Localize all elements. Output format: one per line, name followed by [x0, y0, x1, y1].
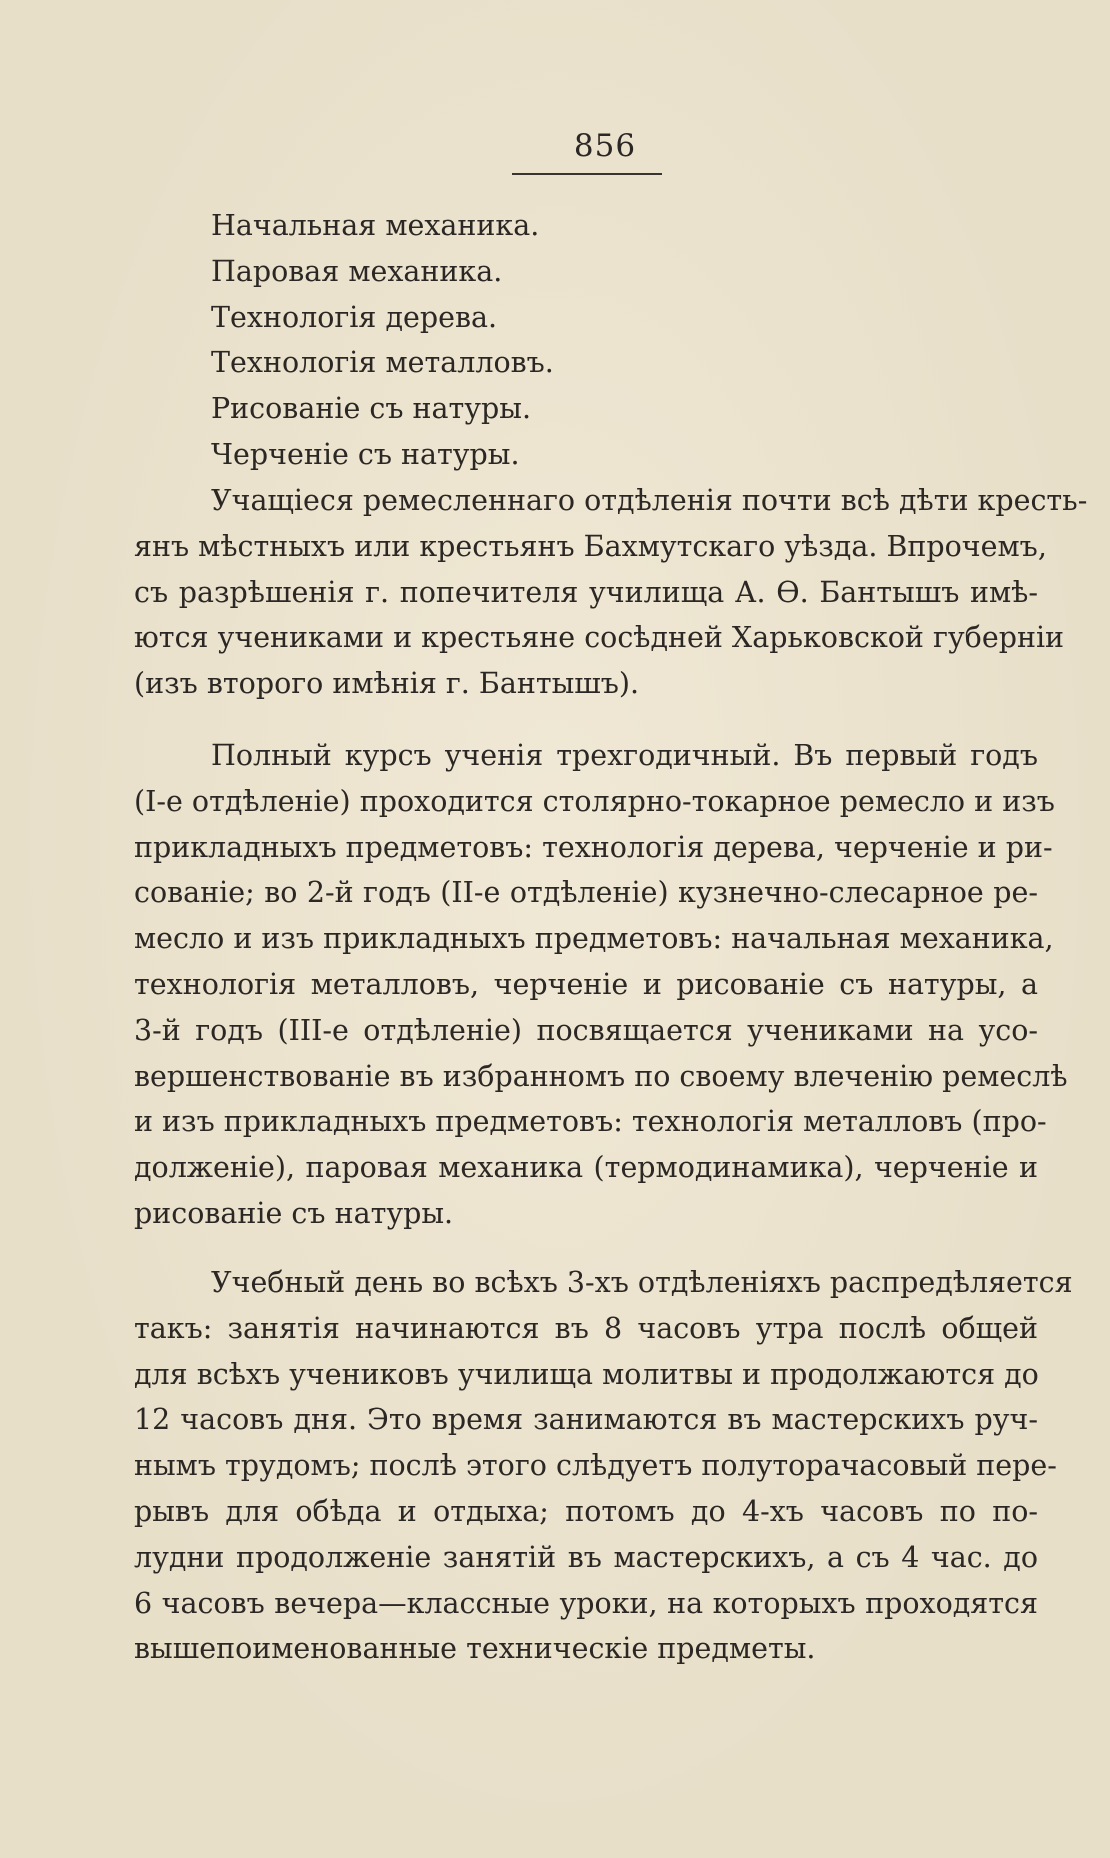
subject-item: Технологія металловъ.	[211, 346, 554, 380]
subject-item: Начальная механика.	[211, 209, 540, 242]
text-line: (I-е отдѣленіе) проходится столярно-токарное ремесло и изъ	[134, 784, 1055, 818]
text-line: прикладныхъ предметовъ: технологія дерева, черченіе и ри-	[134, 830, 1053, 864]
text-line: Учебный день во всѣхъ 3-хъ отдѣленіяхъ распредѣляется	[211, 1266, 1073, 1299]
text-line: и изъ прикладныхъ предметовъ: технологія металловъ (про-	[134, 1105, 1047, 1139]
text-line: ются учениками и крестьяне сосѣдней Харьковской губерніи	[134, 621, 1065, 655]
paragraph-course	[134, 733, 1068, 1237]
subject-list	[211, 203, 554, 478]
text-line: янъ мѣстныхъ или крестьянъ Бахмутскаго уѣзда. Впрочемъ,	[134, 529, 1047, 563]
text-line: рисованіе съ натуры.	[134, 1196, 454, 1230]
text-line: вышепоименованные техническіе предметы.	[134, 1632, 816, 1666]
text-line: нымъ трудомъ; послѣ этого слѣдуетъ полуторачасовый пере-	[134, 1449, 1057, 1483]
text-line: 12 часовъ дня. Это время занимаются въ мастерскихъ руч-	[134, 1403, 1038, 1437]
paragraph-students	[134, 478, 1088, 707]
text-line: месло и изъ прикладныхъ предметовъ: начальная механика,	[134, 922, 1054, 956]
text-line: Учащіеся ремесленнаго отдѣленія почти всѣ дѣти кресть-	[211, 484, 1088, 517]
text-line: долженіе), паровая механика (термодинамика), черченіе и	[134, 1151, 1038, 1185]
page-number: 856	[573, 128, 637, 164]
text-line: лудни продолженіе занятій въ мастерскихъ, а съ 4 час. до	[134, 1540, 1038, 1574]
paragraph-schedule	[134, 1260, 1073, 1672]
subject-item: Черченіе съ натуры.	[211, 437, 520, 471]
subject-item: Рисованіе съ натуры.	[211, 392, 532, 426]
text-line: (изъ второго имѣнія г. Бантышъ).	[134, 667, 640, 701]
text-line: съ разрѣшенія г. попечителя училища А. Ѳ. Бантышъ имѣ-	[134, 575, 1038, 609]
text-line: вершенствованіе въ избранномъ по своему влеченію ремеслѣ	[134, 1059, 1068, 1093]
text-line: 3-й годъ (III-е отдѣленіе) посвящается учениками на усо-	[134, 1013, 1038, 1047]
text-line: такъ: занятія начинаются въ 8 часовъ утра послѣ общей	[134, 1311, 1038, 1345]
text-line: 6 часовъ вечера—классные уроки, на которыхъ проходятся	[134, 1586, 1038, 1620]
text-line: для всѣхъ учениковъ училища молитвы и продолжаются до	[134, 1357, 1039, 1391]
text-line: Полный курсъ ученія трехгодичный. Въ первый годъ	[211, 739, 1038, 772]
text-line: сованіе; во 2-й годъ (II-е отдѣленіе) кузнечно-слесарное ре-	[134, 876, 1038, 910]
subject-item: Технологія дерева.	[211, 300, 498, 334]
text-line: рывъ для обѣда и отдыха; потомъ до 4-хъ часовъ по по-	[134, 1494, 1038, 1528]
text-line: технологія металловъ, черченіе и рисованіе съ натуры, а	[134, 967, 1038, 1001]
page-number-rule	[512, 173, 662, 175]
subject-item: Паровая механика.	[211, 254, 503, 288]
